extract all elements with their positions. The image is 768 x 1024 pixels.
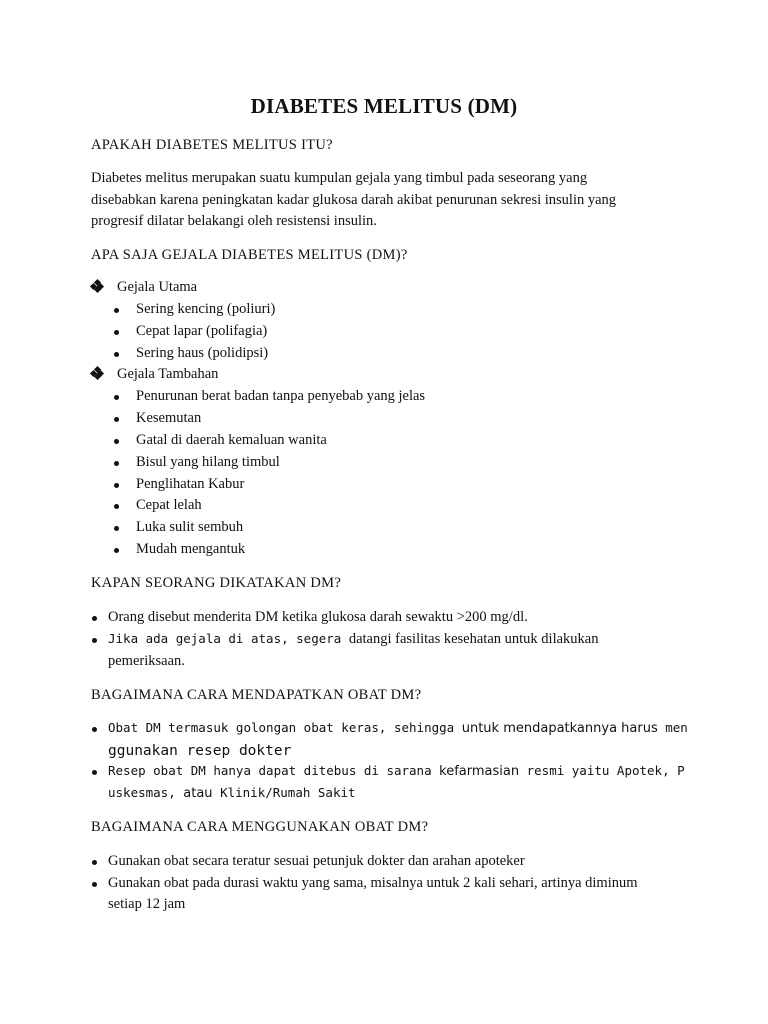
list-item-continuation: ggunakan resep dokter [108,743,292,759]
paragraph-line: progresif dilatar belakangi oleh resistensi insulin. [91,213,377,229]
main-symptoms-label: Gejala Utama [91,279,197,296]
bullet-icon [114,395,119,400]
bullet-icon [114,352,119,357]
bullet-icon [92,616,97,621]
bullet-icon [114,548,119,553]
bullet-icon [114,483,119,488]
bullet-icon [92,860,97,865]
bullet-icon [92,770,97,775]
bullet-icon [114,439,119,444]
bullet-icon [114,417,119,422]
heading-use-medicine: BAGAIMANA CARA MENGGUNAKAN OBAT DM? [91,819,429,835]
extra-symptoms-label: Gejala Tambahan [91,366,218,383]
bullet-icon [114,308,119,313]
list-item-continuation: pemeriksaan. [108,653,185,669]
list-item-continuation: uskesmas, atau Klinik/Rumah Sakit [108,785,356,801]
diamond-bullet-icon [91,280,103,292]
heading-obtain-medicine: BAGAIMANA CARA MENDAPATKAN OBAT DM? [91,687,422,703]
bullet-icon [114,461,119,466]
paragraph-line: disebabkan karena peningkatan kadar glukosa darah akibat penurunan sekresi insulin yang [91,191,617,208]
paragraph-definition [91,168,691,233]
bullet-icon [92,727,97,732]
list-item-continuation: setiap 12 jam [108,896,186,912]
heading-what-is-dm: APAKAH DIABETES MELITUS ITU? [91,137,333,153]
heading-when-dm: KAPAN SEORANG DIKATAKAN DM? [91,575,342,591]
paragraph-line: Diabetes melitus merupakan suatu kumpulan gejala yang timbul pada seseorang yang [91,170,588,186]
document-title: DIABETES MELITUS (DM) [250,94,518,118]
bullet-icon [114,526,119,531]
document-page: DIABETES MELITUS (DM) APAKAH DIABETES MELITUS ITU? Diabetes melitus merupakan suatu kumpulan gejala yang timbul pada seseorang yang disebabkan karena peningkatan kadar glukosa darah akibat penurunan sekresi insulin yang progresif dilatar belakangi oleh resistensi insulin. APA SAJA GEJALA DIABETES MELITUS (DM)? Gejala Utama Sering kencing (poliuri) Cepat lapar (polifagia) Sering haus (polidipsi) Gejala Tambahan Penurunan berat badan tanpa penyebab yang jelas Kesemutan Gatal di daerah kemaluan wanita Bisul yang hilang timbul Penglihatan Kabur Cepat lelah Luka sulit sembuh Mudah mengantuk KAPAN SEORANG DIKATAKAN DM? Orang disebut menderita DM ketika glukosa darah sewaktu >200 mg/dl. Jika ada gejala di atas, segera datangi fasilitas kesehatan untuk dilakukan pemeriksaan. BAGAIMANA CARA MENDAPATKAN OBAT DM? Obat DM termasuk golongan obat keras, sehingga untuk mendapatkannya harus men ggunakan resep dokter Resep obat DM hanya dapat ditebus di sarana kefarmasian resmi yaitu Apotek, P uskesmas, atau Klinik/Rumah Sakit BAGAIMANA CARA MENGGUNAKAN OBAT DM? Gunakan obat secara teratur sesuai petunjuk dokter dan arahan apoteker Gunakan obat pada durasi waktu yang sama, misalnya untuk 2 kali sehari, artinya diminum setiap 12 jam [0,0,768,1024]
heading-symptoms: APA SAJA GEJALA DIABETES MELITUS (DM)? [91,247,408,263]
diamond-bullet-icon [91,367,103,379]
bullet-icon [114,330,119,335]
bullet-icon [114,504,119,509]
bullet-icon [92,882,97,887]
bullet-icon [92,638,97,643]
